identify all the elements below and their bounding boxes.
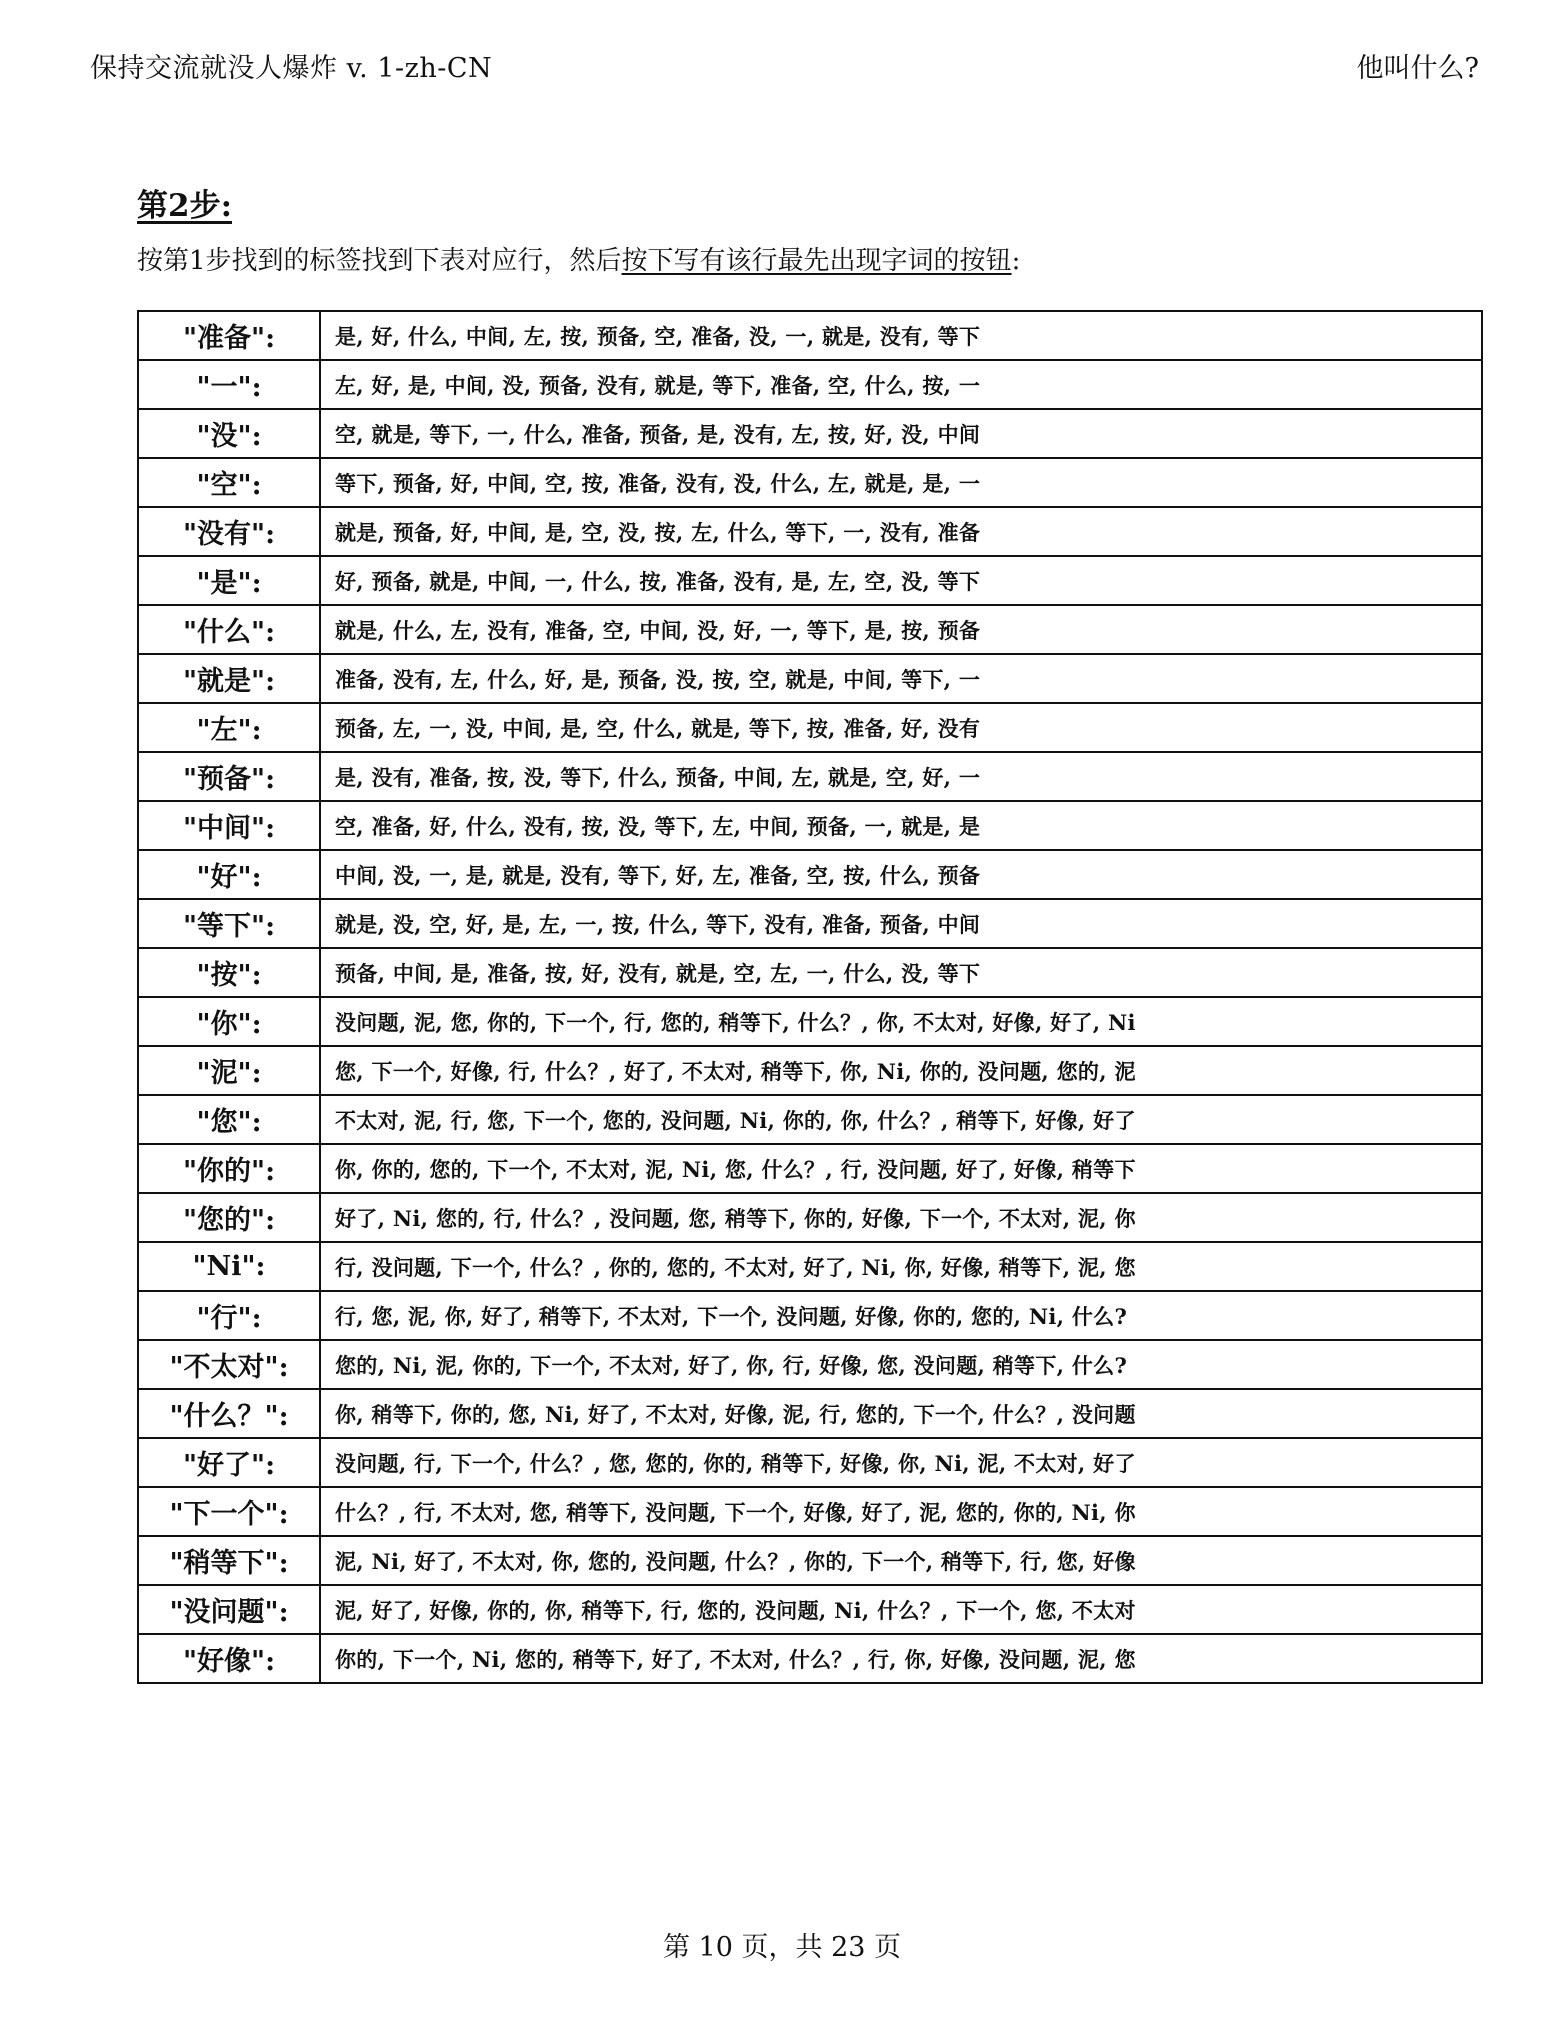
table-row <box>138 1389 1482 1438</box>
row-label: "就是": <box>138 654 320 703</box>
row-label: "是": <box>138 556 320 605</box>
table-row <box>138 360 1482 409</box>
table-row <box>138 1438 1482 1487</box>
row-word-list: 行, 您, 泥, 你, 好了, 稍等下, 不太对, 下一个, 没问题, 好像, 你的, 您的, Ni, 什么? <box>320 1291 1482 1340</box>
table-row <box>138 1095 1482 1144</box>
row-word-list: 就是, 预备, 好, 中间, 是, 空, 没, 按, 左, 什么, 等下, 一, 没有, 准备 <box>320 507 1482 556</box>
row-label: "下一个": <box>138 1487 320 1536</box>
row-word-list: 就是, 没, 空, 好, 是, 左, 一, 按, 什么, 等下, 没有, 准备, 预备, 中间 <box>320 899 1482 948</box>
table-row <box>138 311 1482 360</box>
row-word-list: 等下, 预备, 好, 中间, 空, 按, 准备, 没有, 没, 什么, 左, 就是, 是, 一 <box>320 458 1482 507</box>
row-word-list: 是, 没有, 准备, 按, 没, 等下, 什么, 预备, 中间, 左, 就是, 空, 好, 一 <box>320 752 1482 801</box>
table-row <box>138 507 1482 556</box>
row-word-list: 是, 好, 什么, 中间, 左, 按, 预备, 空, 准备, 没, 一, 就是, 没有, 等下 <box>320 311 1482 360</box>
table-row <box>138 409 1482 458</box>
row-label: "Ni": <box>138 1242 320 1291</box>
row-label: "等下": <box>138 899 320 948</box>
table-row <box>138 997 1482 1046</box>
instruction-prefix: 按第1步找到的标签找到下表对应行，然后 <box>137 246 622 276</box>
row-label: "一": <box>138 360 320 409</box>
row-word-list: 好了, Ni, 您的, 行, 什么？, 没问题, 您, 稍等下, 你的, 好像, 下一个, 不太对, 泥, 你 <box>320 1193 1482 1242</box>
row-word-list: 行, 没问题, 下一个, 什么？, 你的, 您的, 不太对, 好了, Ni, 你, 好像, 稍等下, 泥, 您 <box>320 1242 1482 1291</box>
table-row <box>138 556 1482 605</box>
row-word-list: 泥, Ni, 好了, 不太对, 你, 您的, 没问题, 什么？, 你的, 下一个, 稍等下, 行, 您, 好像 <box>320 1536 1482 1585</box>
row-label: "你的": <box>138 1144 320 1193</box>
row-word-list: 没问题, 泥, 您, 你的, 下一个, 行, 您的, 稍等下, 什么？, 你, 不太对, 好像, 好了, Ni <box>320 997 1482 1046</box>
row-word-list: 空, 就是, 等下, 一, 什么, 准备, 预备, 是, 没有, 左, 按, 好, 没, 中间 <box>320 409 1482 458</box>
row-label: "没问题": <box>138 1585 320 1634</box>
module-title: 他叫什么? <box>1356 53 1479 84</box>
table-row <box>138 1291 1482 1340</box>
row-label: "什么": <box>138 605 320 654</box>
table-row <box>138 752 1482 801</box>
instruction-underlined: 按下写有该行最先出现字词的按钮 <box>621 246 1012 276</box>
row-word-list: 没问题, 行, 下一个, 什么？, 您, 您的, 你的, 稍等下, 好像, 你, Ni, 泥, 不太对, 好了 <box>320 1438 1482 1487</box>
row-word-list: 不太对, 泥, 行, 您, 下一个, 您的, 没问题, Ni, 你的, 你, 什么？, 稍等下, 好像, 好了 <box>320 1095 1482 1144</box>
row-word-list: 你的, 下一个, Ni, 您的, 稍等下, 好了, 不太对, 什么？, 行, 你, 好像, 没问题, 泥, 您 <box>320 1634 1482 1683</box>
row-label: "您": <box>138 1095 320 1144</box>
row-word-list: 什么？, 行, 不太对, 您, 稍等下, 没问题, 下一个, 好像, 好了, 泥, 您的, 你的, Ni, 你 <box>320 1487 1482 1536</box>
document-title: 保持交流就没人爆炸 v. 1-zh-CN <box>90 53 493 84</box>
row-word-list: 空, 准备, 好, 什么, 没有, 按, 没, 等下, 左, 中间, 预备, 一, 就是, 是 <box>320 801 1482 850</box>
row-word-list: 准备, 没有, 左, 什么, 好, 是, 预备, 没, 按, 空, 就是, 中间, 等下, 一 <box>320 654 1482 703</box>
table-row <box>138 605 1482 654</box>
instruction-text <box>137 240 1020 277</box>
table-row <box>138 899 1482 948</box>
row-label: "什么？": <box>138 1389 320 1438</box>
table-row <box>138 1242 1482 1291</box>
row-label: "泥": <box>138 1046 320 1095</box>
row-label: "行": <box>138 1291 320 1340</box>
table-row <box>138 1536 1482 1585</box>
table-row <box>138 801 1482 850</box>
row-word-list: 你, 你的, 您的, 下一个, 不太对, 泥, Ni, 您, 什么？, 行, 没问题, 好了, 好像, 稍等下 <box>320 1144 1482 1193</box>
row-label: "准备": <box>138 311 320 360</box>
row-word-list: 就是, 什么, 左, 没有, 准备, 空, 中间, 没, 好, 一, 等下, 是, 按, 预备 <box>320 605 1482 654</box>
row-label: "没": <box>138 409 320 458</box>
row-word-list: 好, 预备, 就是, 中间, 一, 什么, 按, 准备, 没有, 是, 左, 空, 没, 等下 <box>320 556 1482 605</box>
step-heading: 第2步: <box>137 188 233 224</box>
row-label: "稍等下": <box>138 1536 320 1585</box>
table-row <box>138 1634 1482 1683</box>
row-label: "好": <box>138 850 320 899</box>
row-word-list: 预备, 中间, 是, 准备, 按, 好, 没有, 就是, 空, 左, 一, 什么, 没, 等下 <box>320 948 1482 997</box>
row-word-list: 你, 稍等下, 你的, 您, Ni, 好了, 不太对, 好像, 泥, 行, 您的, 下一个, 什么？, 没问题 <box>320 1389 1482 1438</box>
row-label: "你": <box>138 997 320 1046</box>
row-word-list: 中间, 没, 一, 是, 就是, 没有, 等下, 好, 左, 准备, 空, 按, 什么, 预备 <box>320 850 1482 899</box>
row-label: "左": <box>138 703 320 752</box>
table-row <box>138 948 1482 997</box>
row-label: "空": <box>138 458 320 507</box>
row-word-list: 左, 好, 是, 中间, 没, 预备, 没有, 就是, 等下, 准备, 空, 什么, 按, 一 <box>320 360 1482 409</box>
row-word-list: 泥, 好了, 好像, 你的, 你, 稍等下, 行, 您的, 没问题, Ni, 什么？, 下一个, 您, 不太对 <box>320 1585 1482 1634</box>
row-label: "按": <box>138 948 320 997</box>
row-word-list: 您的, Ni, 泥, 你的, 下一个, 不太对, 好了, 你, 行, 好像, 您, 没问题, 稍等下, 什么? <box>320 1340 1482 1389</box>
row-label: "您的": <box>138 1193 320 1242</box>
row-label: "不太对": <box>138 1340 320 1389</box>
table-row <box>138 850 1482 899</box>
table-row <box>138 1340 1482 1389</box>
row-word-list: 您, 下一个, 好像, 行, 什么？, 好了, 不太对, 稍等下, 你, Ni, 你的, 没问题, 您的, 泥 <box>320 1046 1482 1095</box>
row-word-list: 预备, 左, 一, 没, 中间, 是, 空, 什么, 就是, 等下, 按, 准备, 好, 没有 <box>320 703 1482 752</box>
table-row <box>138 1144 1482 1193</box>
lookup-table <box>137 310 1483 1684</box>
table-row <box>138 1046 1482 1095</box>
row-label: "没有": <box>138 507 320 556</box>
table-row <box>138 1487 1482 1536</box>
table-row <box>138 458 1482 507</box>
row-label: "预备": <box>138 752 320 801</box>
table-row <box>138 703 1482 752</box>
table-row <box>138 1193 1482 1242</box>
instruction-suffix: : <box>1011 246 1021 276</box>
row-label: "好了": <box>138 1438 320 1487</box>
table-row <box>138 654 1482 703</box>
row-label: "中间": <box>138 801 320 850</box>
table-row <box>138 1585 1482 1634</box>
row-label: "好像": <box>138 1634 320 1683</box>
page-number: 第 10 页，共 23 页 <box>662 1932 902 1963</box>
